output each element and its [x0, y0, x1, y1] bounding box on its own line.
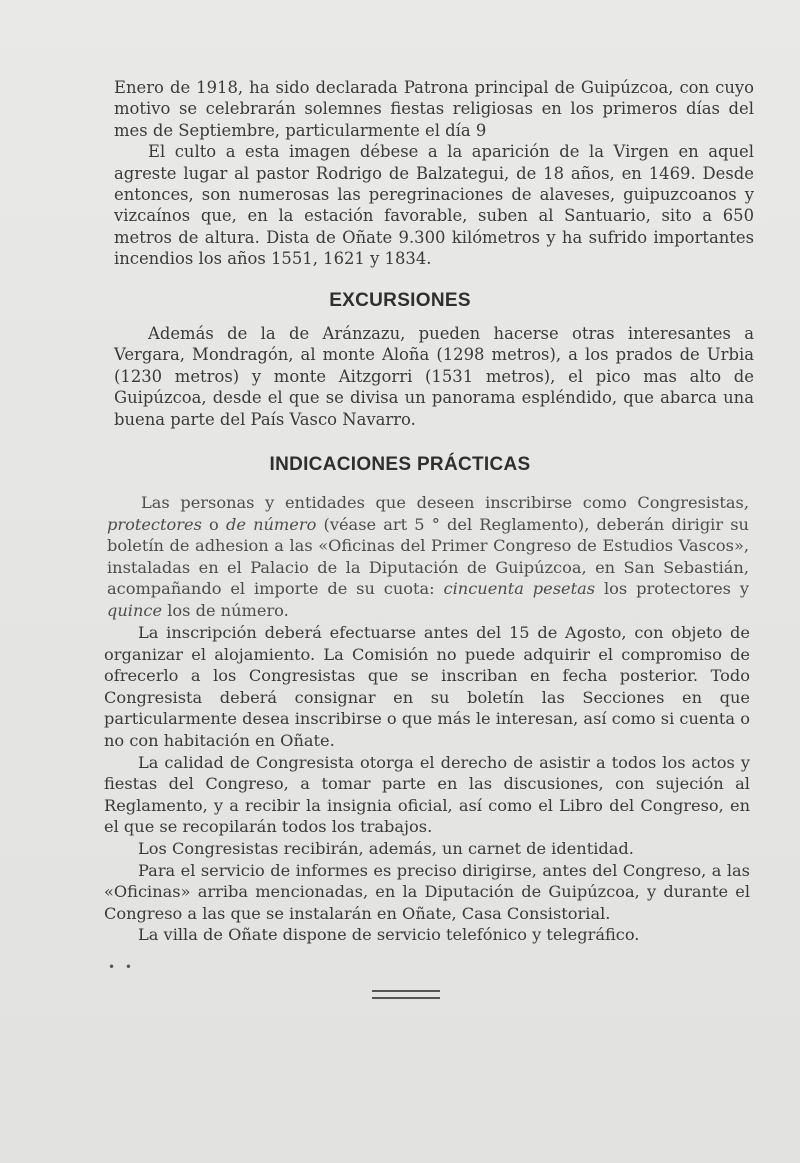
excursiones-block [114, 323, 754, 430]
intro-block [114, 77, 754, 270]
intro-paragraph-2: El culto a esta imagen débese a la aparición de la Virgen en aquel agreste lugar al pastor Rodrigo de Balzategui, de 18 años, en 1469. Desde entonces, son numerosas las peregrinaciones de alaveses, guipuzcoanos y vizcaínos que, en la estación favorable, suben al Santuario, sito a 650 metros de altura. Dista de Oñate 9.300 kilómetros y ha sufrido importantes incendios los años 1551, 1621 y 1834. [114, 142, 754, 269]
indicaciones-paragraph-3: La calidad de Congresista otorga el derecho de asistir a todos los actos y fiestas del Congreso, a tomar parte en las discusiones, con sujeción al Reglamento, y a recibir la insignia oficial, así como el Libro del Congreso, en el que se recopilarán todos los trabajos. [104, 752, 750, 837]
text-run: los de número. [167, 600, 289, 620]
indicaciones-block [104, 622, 750, 946]
indicaciones-paragraph-5: Para el servicio de informes es preciso dirigirse, antes del Congreso, a las «Oficinas» arriba mencionadas, en la Diputación de Guipúzcoa, y durante el Congreso a las que se instalarán en Oñate, Casa Consistorial. [104, 860, 750, 923]
excursiones-paragraph: Además de la de Aránzazu, pueden hacerse otras interesantes a Vergara, Mondragón, al monte Aloña (1298 metros), a los prados de Urbia (1230 metros) y monte Aitzgorri (1531 metros), el pico mas alto de Guipúzcoa, desde el que se divisa un panorama espléndido, que abarca una buena parte del País Vasco Navarro. [114, 324, 754, 429]
text-run: los protectores y [603, 579, 750, 599]
indicaciones-paragraph-1 [107, 492, 749, 622]
text-run: (véase art 5 ° del Reglamento), deberán dirigir su boletín de adhesion a las «Oficinas del Primer Congreso de Estudios Vascos», instaladas en el Palacio de la Diputación de Guipúzcoa, en San Sebastián, acompañando el importe de su cuota: [107, 514, 749, 599]
italic-quince: quince [107, 600, 163, 620]
text-run: Las personas y entidades que deseen inscribirse como Congresistas, [141, 493, 749, 512]
italic-protectores: protectores [107, 514, 202, 534]
indicaciones-paragraph-6: La villa de Oñate dispone de servicio telefónico y telegráfico. [138, 925, 640, 945]
ink-specks: • • [108, 960, 135, 974]
indicaciones-heading: INDICACIONES PRÁCTICAS [269, 454, 531, 475]
indicaciones-paragraph-4: Los Congresistas recibirán, además, un carnet de identidad. [138, 838, 634, 858]
double-rule-divider [372, 990, 440, 999]
indicaciones-paragraph-2: La inscripción deberá efectuarse antes del 15 de Agosto, con objeto de organizar el alojamiento. La Comisión no puede adquirir el compromiso de ofrecerlo a los Congresistas que se inscriban en fecha posterior. Todo Congresista deberá consignar en su boletín las Secciones en que particularmente desea inscribirse o que más le interesan, así como si cuenta o no con habitación en Oñate. [104, 623, 750, 750]
excursiones-heading: EXCURSIONES [329, 290, 471, 311]
text-run: o [209, 514, 219, 534]
italic-cincuenta-pesetas: cincuenta pesetas [443, 579, 596, 599]
intro-paragraph-1: Enero de 1918, ha sido declarada Patrona principal de Guipúzcoa, con cuyo motivo se celebrarán solemnes fiestas religiosas en los primeros días del mes de Septiembre, particularmente el día 9 [114, 78, 754, 140]
italic-de-numero: de número [225, 514, 317, 534]
